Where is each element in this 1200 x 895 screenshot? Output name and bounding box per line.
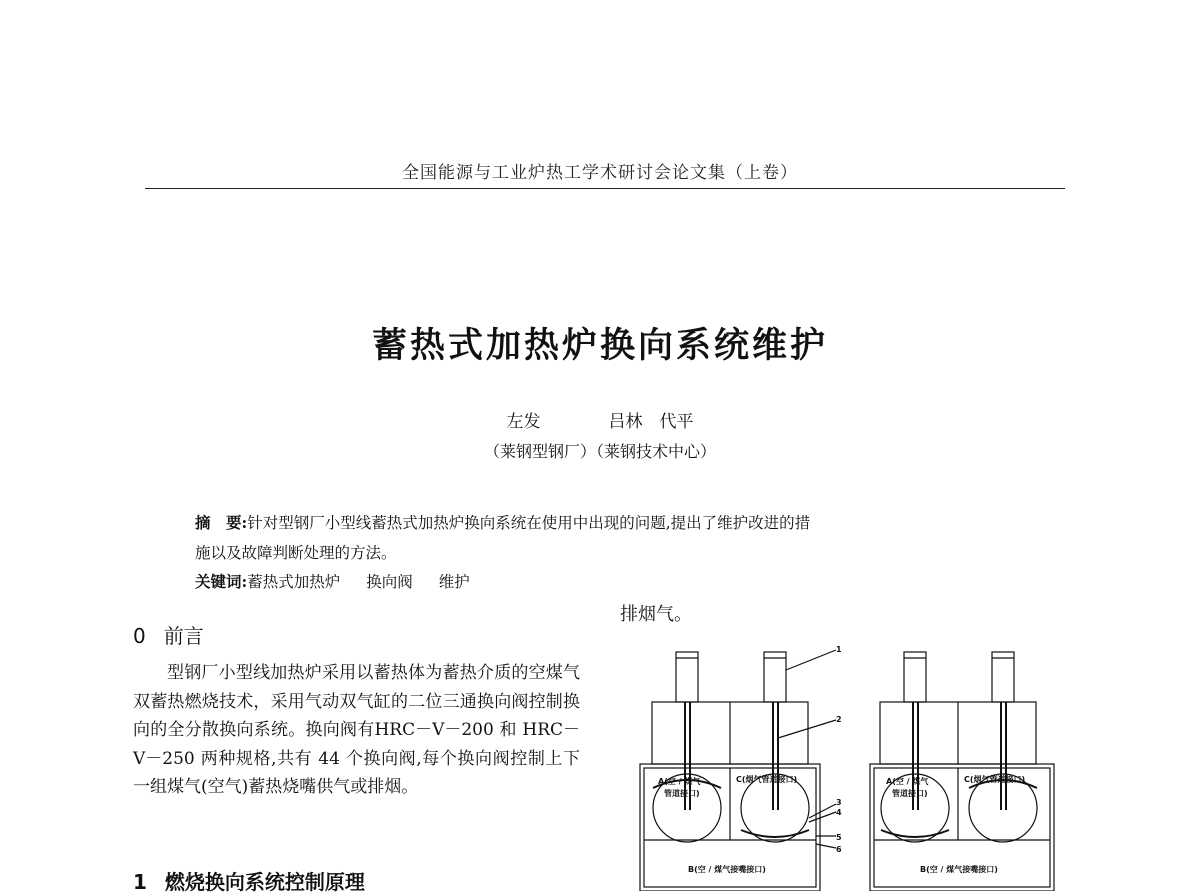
keyword-item: 换向阀 <box>366 573 413 591</box>
valve-unit-left <box>640 650 836 891</box>
cylinder <box>764 652 786 702</box>
port-label: C(烟气管道接口) <box>736 775 798 784</box>
valve-disc <box>741 774 809 842</box>
port-label: A(空 / 煤气 <box>886 777 929 786</box>
paper-affiliations: （莱钢型钢厂）（莱钢技术中心） <box>483 442 716 461</box>
port-label: B(空 / 煤气接嘴接口) <box>920 865 998 874</box>
section-number: 0 <box>133 624 146 648</box>
port-label: C(烟气管道接口) <box>964 775 1026 784</box>
cylinder <box>904 652 926 702</box>
section-0-paragraph: 型钢厂小型线加热炉采用以蓄热体为蓄热介质的空煤气双蓄热燃烧技术，采用气动双气缸的二位三通换向阀控制换向的全分散换向系统。换向阀有HRC－V－200 和 HRC－V－250 两种规格,共有 44 个换向阀,每个换向阀控制上下一组煤气(空气)蓄热烧嘴供气或排烟。 <box>133 663 580 797</box>
callout-number: 2 <box>836 715 842 724</box>
callout-number: 4 <box>836 808 842 817</box>
section-title: 前言 <box>163 624 204 648</box>
section-0-heading <box>133 620 204 649</box>
abstract <box>195 508 1035 568</box>
callout-number: 5 <box>836 833 842 842</box>
reversing-valve-diagram <box>630 640 1070 891</box>
callout-number: 1 <box>836 645 842 654</box>
section-number: 1 <box>133 870 147 894</box>
abstract-text-line1: 针对型钢厂小型线蓄热式加热炉换向系统在使用中出现的问题,提出了维护改进的措 <box>247 514 811 532</box>
keyword-item: 维护 <box>438 573 470 591</box>
valve-unit-right <box>870 652 1054 891</box>
keyword-item: 蓄热式加热炉 <box>247 573 341 591</box>
callout-number: 6 <box>836 845 842 854</box>
abstract-label: 摘 要: <box>195 513 248 532</box>
running-header: 全国能源与工业炉热工学术研讨会论文集（上卷） <box>402 163 798 183</box>
port-label: 管道接口) <box>664 789 700 798</box>
callout-number: 3 <box>836 798 842 807</box>
port-label: 管道接口) <box>892 789 928 798</box>
cylinder <box>676 652 698 702</box>
cylinder <box>992 652 1014 702</box>
port-label: A(空 / 煤气 <box>658 777 701 786</box>
right-column-text: 排烟气。 <box>620 604 692 625</box>
keywords-label: 关键词: <box>195 572 248 591</box>
abstract-text-line2: 施以及故障判断处理的方法。 <box>195 544 397 562</box>
paper-authors: 左发 吕林 代平 <box>506 412 694 432</box>
keywords <box>195 570 470 592</box>
section-title: 燃烧换向系统控制原理 <box>164 870 365 894</box>
header-rule <box>145 188 1065 189</box>
port-label: B(空 / 煤气接嘴接口) <box>688 865 766 874</box>
paper-title: 蓄热式加热炉换向系统维护 <box>371 326 828 366</box>
